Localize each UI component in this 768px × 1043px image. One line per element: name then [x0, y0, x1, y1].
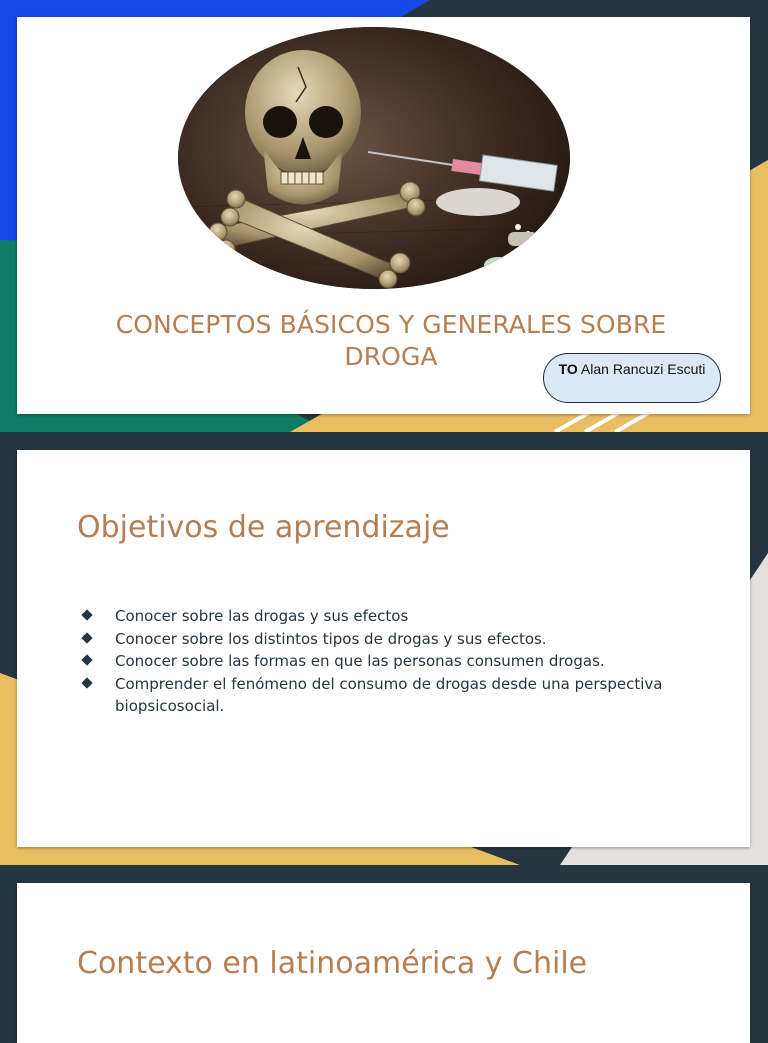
slide-1-title: CONCEPTOS BÁSICOS Y GENERALES SOBRE DROGA — [115, 310, 667, 371]
presenter-badge — [543, 353, 721, 403]
objectives-list — [79, 605, 699, 718]
slide-1-card — [17, 17, 750, 414]
diamond-bullet-icon — [81, 609, 92, 620]
diamond-bullet-icon — [81, 654, 92, 665]
slide-2-card — [17, 450, 750, 847]
diamond-bullet-icon — [81, 632, 92, 643]
skull-syringe-photo — [178, 27, 570, 289]
slide-3-card — [17, 883, 750, 1043]
slide-3-heading: Contexto en latinoamérica y Chile — [77, 946, 588, 981]
diamond-bullet-icon — [81, 677, 92, 688]
list-item: Conocer sobre los distintos tipos de drogas y sus efectos. — [79, 628, 699, 651]
skull-syringe-illustration — [178, 27, 570, 289]
list-item: Comprender el fenómeno del consumo de drogas desde una perspectiva biopsicosocial. — [79, 673, 699, 718]
presenter-role: TO — [558, 361, 578, 377]
slide-2-heading: Objetivos de aprendizaje — [77, 510, 450, 545]
presenter-name: Alan Rancuzi Escuti — [580, 361, 706, 377]
list-item: Conocer sobre las formas en que las personas consumen drogas. — [79, 650, 699, 673]
list-item: Conocer sobre las drogas y sus efectos — [79, 605, 699, 628]
